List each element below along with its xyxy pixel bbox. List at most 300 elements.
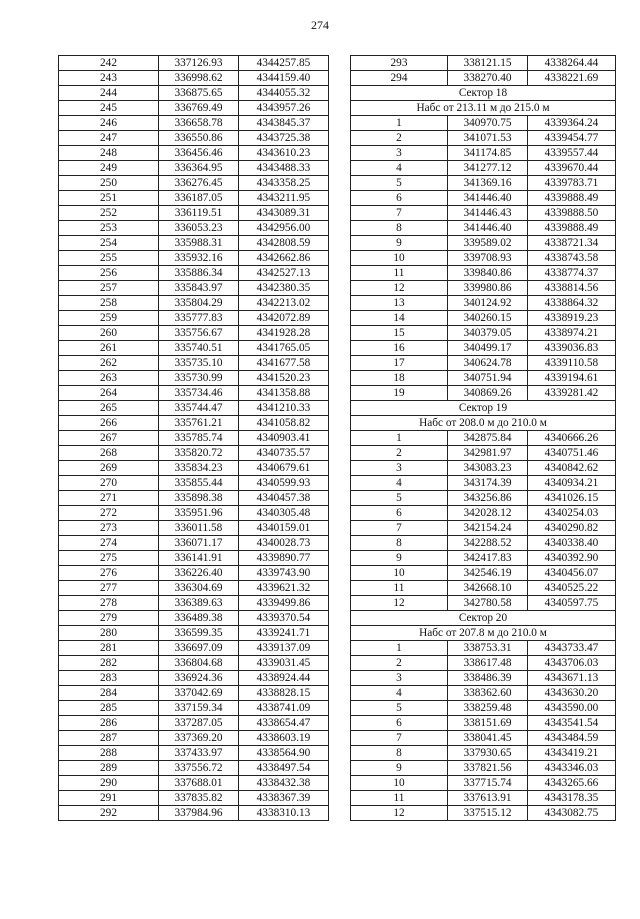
coordinate-x: 340260.15 bbox=[448, 311, 528, 326]
point-number: 3 bbox=[351, 461, 448, 476]
point-number: 8 bbox=[351, 746, 448, 761]
sector-range-row bbox=[351, 626, 616, 641]
coordinate-y: 4338974.21 bbox=[528, 326, 616, 341]
table-row bbox=[351, 806, 616, 821]
point-number: 290 bbox=[59, 776, 159, 791]
coordinate-y: 4339036.83 bbox=[528, 341, 616, 356]
coordinate-x: 335730.99 bbox=[159, 371, 239, 386]
point-number: 10 bbox=[351, 566, 448, 581]
table-row bbox=[59, 761, 329, 776]
table-row bbox=[59, 116, 329, 131]
coordinate-y: 4344159.40 bbox=[239, 71, 329, 86]
point-number: 260 bbox=[59, 326, 159, 341]
coordinate-x: 337821.56 bbox=[448, 761, 528, 776]
coordinate-x: 336187.05 bbox=[159, 191, 239, 206]
coordinate-y: 4343541.54 bbox=[528, 716, 616, 731]
coordinate-x: 338362.60 bbox=[448, 686, 528, 701]
coordinate-x: 335886.34 bbox=[159, 266, 239, 281]
table-row bbox=[59, 296, 329, 311]
coordinate-y: 4338828.15 bbox=[239, 686, 329, 701]
point-number: 7 bbox=[351, 206, 448, 221]
coordinate-x: 337930.65 bbox=[448, 746, 528, 761]
table-row bbox=[351, 56, 616, 71]
table-row bbox=[351, 131, 616, 146]
table-row bbox=[351, 326, 616, 341]
coordinate-y: 4343211.95 bbox=[239, 191, 329, 206]
coordinate-x: 341446.40 bbox=[448, 221, 528, 236]
point-number: 17 bbox=[351, 356, 448, 371]
point-number: 275 bbox=[59, 551, 159, 566]
coordinate-y: 4338864.32 bbox=[528, 296, 616, 311]
coordinate-y: 4343484.59 bbox=[528, 731, 616, 746]
table-row bbox=[59, 446, 329, 461]
point-number: 11 bbox=[351, 581, 448, 596]
coordinate-y: 4342380.35 bbox=[239, 281, 329, 296]
coordinate-y: 4341358.88 bbox=[239, 386, 329, 401]
coordinate-x: 336550.86 bbox=[159, 131, 239, 146]
table-row bbox=[59, 596, 329, 611]
coordinate-x: 343174.39 bbox=[448, 476, 528, 491]
point-number: 253 bbox=[59, 221, 159, 236]
coordinate-y: 4340735.57 bbox=[239, 446, 329, 461]
table-row bbox=[351, 566, 616, 581]
coordinate-y: 4344257.85 bbox=[239, 56, 329, 71]
point-number: 282 bbox=[59, 656, 159, 671]
coordinate-x: 342028.12 bbox=[448, 506, 528, 521]
point-number: 13 bbox=[351, 296, 448, 311]
point-number: 1 bbox=[351, 116, 448, 131]
table-row bbox=[59, 701, 329, 716]
table-row bbox=[351, 701, 616, 716]
sector-title: Сектор 20 bbox=[351, 611, 616, 626]
coordinate-x: 336304.69 bbox=[159, 581, 239, 596]
coordinate-x: 339708.93 bbox=[448, 251, 528, 266]
coordinate-y: 4340525.22 bbox=[528, 581, 616, 596]
table-row bbox=[59, 476, 329, 491]
table-row bbox=[351, 761, 616, 776]
coordinate-y: 4343346.03 bbox=[528, 761, 616, 776]
table-row bbox=[351, 791, 616, 806]
coordinate-x: 337042.69 bbox=[159, 686, 239, 701]
point-number: 14 bbox=[351, 311, 448, 326]
point-number: 273 bbox=[59, 521, 159, 536]
point-number: 279 bbox=[59, 611, 159, 626]
point-number: 268 bbox=[59, 446, 159, 461]
table-row bbox=[351, 446, 616, 461]
coordinate-y: 4340254.03 bbox=[528, 506, 616, 521]
sector-range: Набс от 208.0 м до 210.0 м bbox=[351, 416, 616, 431]
coordinate-y: 4343488.33 bbox=[239, 161, 329, 176]
coordinate-x: 337369.20 bbox=[159, 731, 239, 746]
coordinate-y: 4340290.82 bbox=[528, 521, 616, 536]
point-number: 3 bbox=[351, 146, 448, 161]
coordinate-y: 4339621.32 bbox=[239, 581, 329, 596]
table-row bbox=[351, 311, 616, 326]
coordinate-y: 4340934.21 bbox=[528, 476, 616, 491]
coordinate-x: 339589.02 bbox=[448, 236, 528, 251]
coordinate-x: 336141.91 bbox=[159, 551, 239, 566]
coordinate-x: 342780.58 bbox=[448, 596, 528, 611]
point-number: 5 bbox=[351, 701, 448, 716]
point-number: 277 bbox=[59, 581, 159, 596]
point-number: 288 bbox=[59, 746, 159, 761]
table-row bbox=[59, 686, 329, 701]
coordinate-y: 4343082.75 bbox=[528, 806, 616, 821]
table-row bbox=[59, 746, 329, 761]
point-number: 293 bbox=[351, 56, 448, 71]
table-row bbox=[351, 551, 616, 566]
coordinate-y: 4340456.07 bbox=[528, 566, 616, 581]
coordinate-x: 336658.78 bbox=[159, 116, 239, 131]
coordinate-y: 4338774.37 bbox=[528, 266, 616, 281]
point-number: 271 bbox=[59, 491, 159, 506]
coordinate-x: 337835.82 bbox=[159, 791, 239, 806]
coordinate-y: 4339454.77 bbox=[528, 131, 616, 146]
table-row bbox=[59, 131, 329, 146]
coordinate-x: 342288.52 bbox=[448, 536, 528, 551]
point-number: 2 bbox=[351, 131, 448, 146]
coordinate-y: 4338743.58 bbox=[528, 251, 616, 266]
coordinate-y: 4338603.19 bbox=[239, 731, 329, 746]
point-number: 276 bbox=[59, 566, 159, 581]
coordinate-x: 343083.23 bbox=[448, 461, 528, 476]
coordinate-x: 337287.05 bbox=[159, 716, 239, 731]
sector-range-row bbox=[351, 101, 616, 116]
coordinate-y: 4338814.56 bbox=[528, 281, 616, 296]
point-number: 285 bbox=[59, 701, 159, 716]
table-row bbox=[59, 101, 329, 116]
page-number: 274 bbox=[311, 18, 329, 32]
table-row bbox=[351, 116, 616, 131]
point-number: 11 bbox=[351, 266, 448, 281]
coordinate-y: 4338654.47 bbox=[239, 716, 329, 731]
coordinate-y: 4339194.61 bbox=[528, 371, 616, 386]
table-row bbox=[351, 371, 616, 386]
point-number: 247 bbox=[59, 131, 159, 146]
coordinate-x: 335756.67 bbox=[159, 326, 239, 341]
coordinate-x: 335735.10 bbox=[159, 356, 239, 371]
coordinate-y: 4343671.13 bbox=[528, 671, 616, 686]
coordinate-y: 4344055.32 bbox=[239, 86, 329, 101]
table-row bbox=[351, 746, 616, 761]
point-number: 15 bbox=[351, 326, 448, 341]
coordinate-x: 336276.45 bbox=[159, 176, 239, 191]
point-number: 18 bbox=[351, 371, 448, 386]
coordinate-x: 335855.44 bbox=[159, 476, 239, 491]
coordinate-y: 4340751.46 bbox=[528, 446, 616, 461]
coordinate-x: 336998.62 bbox=[159, 71, 239, 86]
point-number: 250 bbox=[59, 176, 159, 191]
coordinate-y: 4338564.90 bbox=[239, 746, 329, 761]
table-row bbox=[59, 716, 329, 731]
point-number: 19 bbox=[351, 386, 448, 401]
coordinate-y: 4339890.77 bbox=[239, 551, 329, 566]
point-number: 3 bbox=[351, 671, 448, 686]
point-number: 280 bbox=[59, 626, 159, 641]
coordinate-x: 338753.31 bbox=[448, 641, 528, 656]
coordinate-y: 4340392.90 bbox=[528, 551, 616, 566]
coordinate-x: 338121.15 bbox=[448, 56, 528, 71]
coordinate-x: 336053.23 bbox=[159, 221, 239, 236]
coordinate-y: 4339888.50 bbox=[528, 206, 616, 221]
coordinate-x: 335898.38 bbox=[159, 491, 239, 506]
coordinate-x: 336456.46 bbox=[159, 146, 239, 161]
table-row bbox=[59, 491, 329, 506]
table-row bbox=[59, 506, 329, 521]
point-number: 6 bbox=[351, 191, 448, 206]
table-row bbox=[351, 266, 616, 281]
coordinate-x: 337515.12 bbox=[448, 806, 528, 821]
coordinate-y: 4342808.59 bbox=[239, 236, 329, 251]
table-row bbox=[351, 191, 616, 206]
coordinate-x: 343256.86 bbox=[448, 491, 528, 506]
point-number: 244 bbox=[59, 86, 159, 101]
coordinate-y: 4343419.21 bbox=[528, 746, 616, 761]
table-row bbox=[351, 221, 616, 236]
coordinate-y: 4343178.35 bbox=[528, 791, 616, 806]
coordinate-x: 340624.78 bbox=[448, 356, 528, 371]
table-row bbox=[351, 71, 616, 86]
coordinate-y: 4338367.39 bbox=[239, 791, 329, 806]
table-row bbox=[59, 251, 329, 266]
coordinate-x: 337984.96 bbox=[159, 806, 239, 821]
point-number: 9 bbox=[351, 236, 448, 251]
table-row bbox=[351, 386, 616, 401]
coordinate-y: 4338919.23 bbox=[528, 311, 616, 326]
coordinate-x: 340124.92 bbox=[448, 296, 528, 311]
coordinate-x: 336011.58 bbox=[159, 521, 239, 536]
coordinate-x: 336697.09 bbox=[159, 641, 239, 656]
point-number: 294 bbox=[351, 71, 448, 86]
coordinate-x: 336769.49 bbox=[159, 101, 239, 116]
point-number: 287 bbox=[59, 731, 159, 746]
point-number: 286 bbox=[59, 716, 159, 731]
point-number: 1 bbox=[351, 641, 448, 656]
coordinate-x: 337159.34 bbox=[159, 701, 239, 716]
coordinate-y: 4343590.00 bbox=[528, 701, 616, 716]
table-row bbox=[351, 731, 616, 746]
table-row bbox=[59, 776, 329, 791]
table-row bbox=[59, 266, 329, 281]
table-row bbox=[351, 581, 616, 596]
point-number: 4 bbox=[351, 686, 448, 701]
table-row bbox=[59, 71, 329, 86]
coordinate-y: 4343733.47 bbox=[528, 641, 616, 656]
point-number: 291 bbox=[59, 791, 159, 806]
point-number: 252 bbox=[59, 206, 159, 221]
point-number: 6 bbox=[351, 506, 448, 521]
point-number: 292 bbox=[59, 806, 159, 821]
coordinate-y: 4343358.25 bbox=[239, 176, 329, 191]
coordinate-y: 4338721.34 bbox=[528, 236, 616, 251]
point-number: 265 bbox=[59, 401, 159, 416]
coordinate-x: 335988.31 bbox=[159, 236, 239, 251]
coordinate-y: 4340159.01 bbox=[239, 521, 329, 536]
table-row bbox=[59, 581, 329, 596]
table-row bbox=[351, 251, 616, 266]
table-row bbox=[351, 641, 616, 656]
coordinate-x: 335834.23 bbox=[159, 461, 239, 476]
point-number: 281 bbox=[59, 641, 159, 656]
coordinate-x: 338041.45 bbox=[448, 731, 528, 746]
point-number: 272 bbox=[59, 506, 159, 521]
point-number: 264 bbox=[59, 386, 159, 401]
table-row bbox=[59, 341, 329, 356]
coordinate-y: 4338741.09 bbox=[239, 701, 329, 716]
coordinate-x: 336804.68 bbox=[159, 656, 239, 671]
coordinate-x: 338617.48 bbox=[448, 656, 528, 671]
coordinate-x: 340869.26 bbox=[448, 386, 528, 401]
table-row bbox=[59, 566, 329, 581]
coordinate-y: 4342213.02 bbox=[239, 296, 329, 311]
point-number: 284 bbox=[59, 686, 159, 701]
point-number: 261 bbox=[59, 341, 159, 356]
point-number: 4 bbox=[351, 476, 448, 491]
coordinate-y: 4339743.90 bbox=[239, 566, 329, 581]
coordinate-y: 4341928.28 bbox=[239, 326, 329, 341]
coordinate-x: 336226.40 bbox=[159, 566, 239, 581]
point-number: 255 bbox=[59, 251, 159, 266]
coordinate-x: 340970.75 bbox=[448, 116, 528, 131]
table-row bbox=[59, 791, 329, 806]
coordinate-x: 336071.17 bbox=[159, 536, 239, 551]
coordinate-x: 337715.74 bbox=[448, 776, 528, 791]
point-number: 249 bbox=[59, 161, 159, 176]
point-number: 274 bbox=[59, 536, 159, 551]
coordinate-y: 4340457.38 bbox=[239, 491, 329, 506]
table-row bbox=[59, 146, 329, 161]
point-number: 5 bbox=[351, 491, 448, 506]
coordinate-x: 336389.63 bbox=[159, 596, 239, 611]
table-row bbox=[59, 731, 329, 746]
point-number: 278 bbox=[59, 596, 159, 611]
sector-title: Сектор 18 bbox=[351, 86, 616, 101]
table-row bbox=[59, 326, 329, 341]
coordinate-y: 4339031.45 bbox=[239, 656, 329, 671]
coordinate-y: 4338924.44 bbox=[239, 671, 329, 686]
point-number: 251 bbox=[59, 191, 159, 206]
coordinate-x: 341369.16 bbox=[448, 176, 528, 191]
coordinate-x: 341446.40 bbox=[448, 191, 528, 206]
coordinate-y: 4338310.13 bbox=[239, 806, 329, 821]
table-row bbox=[351, 296, 616, 311]
table-row bbox=[59, 521, 329, 536]
point-number: 4 bbox=[351, 161, 448, 176]
coordinate-x: 340379.05 bbox=[448, 326, 528, 341]
coordinate-y: 4343089.31 bbox=[239, 206, 329, 221]
coordinate-x: 335785.74 bbox=[159, 431, 239, 446]
table-row bbox=[351, 506, 616, 521]
point-number: 257 bbox=[59, 281, 159, 296]
coordinate-x: 337433.97 bbox=[159, 746, 239, 761]
point-number: 2 bbox=[351, 446, 448, 461]
sector-title-row bbox=[351, 611, 616, 626]
table-row bbox=[59, 206, 329, 221]
coordinate-y: 4338432.38 bbox=[239, 776, 329, 791]
coordinate-y: 4340305.48 bbox=[239, 506, 329, 521]
coordinates-table-right bbox=[350, 55, 616, 821]
table-row bbox=[59, 281, 329, 296]
table-row bbox=[351, 281, 616, 296]
coordinate-x: 336875.65 bbox=[159, 86, 239, 101]
point-number: 246 bbox=[59, 116, 159, 131]
coordinate-y: 4341058.82 bbox=[239, 416, 329, 431]
point-number: 242 bbox=[59, 56, 159, 71]
sector-title-row bbox=[351, 401, 616, 416]
coordinate-x: 335820.72 bbox=[159, 446, 239, 461]
coordinate-y: 4339783.71 bbox=[528, 176, 616, 191]
table-row bbox=[59, 536, 329, 551]
coordinate-x: 337556.72 bbox=[159, 761, 239, 776]
coordinate-x: 340751.94 bbox=[448, 371, 528, 386]
point-number: 267 bbox=[59, 431, 159, 446]
table-row bbox=[351, 431, 616, 446]
coordinate-y: 4339241.71 bbox=[239, 626, 329, 641]
coordinate-y: 4340597.75 bbox=[528, 596, 616, 611]
point-number: 10 bbox=[351, 251, 448, 266]
point-number: 7 bbox=[351, 731, 448, 746]
point-number: 283 bbox=[59, 671, 159, 686]
point-number: 266 bbox=[59, 416, 159, 431]
coordinate-y: 4338221.69 bbox=[528, 71, 616, 86]
table-row bbox=[59, 56, 329, 71]
coordinate-x: 336599.35 bbox=[159, 626, 239, 641]
coordinate-x: 335777.83 bbox=[159, 311, 239, 326]
table-row bbox=[59, 416, 329, 431]
coordinate-y: 4340842.62 bbox=[528, 461, 616, 476]
coordinate-x: 336489.38 bbox=[159, 611, 239, 626]
coordinate-x: 342668.10 bbox=[448, 581, 528, 596]
coordinate-x: 335951.96 bbox=[159, 506, 239, 521]
table-row bbox=[59, 356, 329, 371]
coordinate-x: 342546.19 bbox=[448, 566, 528, 581]
table-row bbox=[59, 431, 329, 446]
point-number: 259 bbox=[59, 311, 159, 326]
coordinate-x: 339840.86 bbox=[448, 266, 528, 281]
coordinate-y: 4340903.41 bbox=[239, 431, 329, 446]
table-row bbox=[59, 656, 329, 671]
coordinate-y: 4343725.38 bbox=[239, 131, 329, 146]
table-row bbox=[59, 671, 329, 686]
coordinate-y: 4341026.15 bbox=[528, 491, 616, 506]
table-row bbox=[351, 476, 616, 491]
coordinate-x: 341071.53 bbox=[448, 131, 528, 146]
coordinate-y: 4339670.44 bbox=[528, 161, 616, 176]
coordinate-x: 335804.29 bbox=[159, 296, 239, 311]
coordinate-x: 335744.47 bbox=[159, 401, 239, 416]
point-number: 16 bbox=[351, 341, 448, 356]
coordinate-y: 4340666.26 bbox=[528, 431, 616, 446]
table-row bbox=[59, 236, 329, 251]
coordinate-y: 4343610.23 bbox=[239, 146, 329, 161]
sector-range: Набс от 207.8 м до 210.0 м bbox=[351, 626, 616, 641]
coordinate-x: 342154.24 bbox=[448, 521, 528, 536]
point-number: 269 bbox=[59, 461, 159, 476]
coordinate-x: 337688.01 bbox=[159, 776, 239, 791]
table-row bbox=[59, 401, 329, 416]
table-row bbox=[59, 86, 329, 101]
table-row bbox=[59, 311, 329, 326]
point-number: 243 bbox=[59, 71, 159, 86]
table-row bbox=[351, 686, 616, 701]
point-number: 254 bbox=[59, 236, 159, 251]
table-row bbox=[59, 806, 329, 821]
coordinate-y: 4341765.05 bbox=[239, 341, 329, 356]
point-number: 248 bbox=[59, 146, 159, 161]
coordinate-x: 342875.84 bbox=[448, 431, 528, 446]
table-row bbox=[59, 176, 329, 191]
coordinate-y: 4339888.49 bbox=[528, 191, 616, 206]
